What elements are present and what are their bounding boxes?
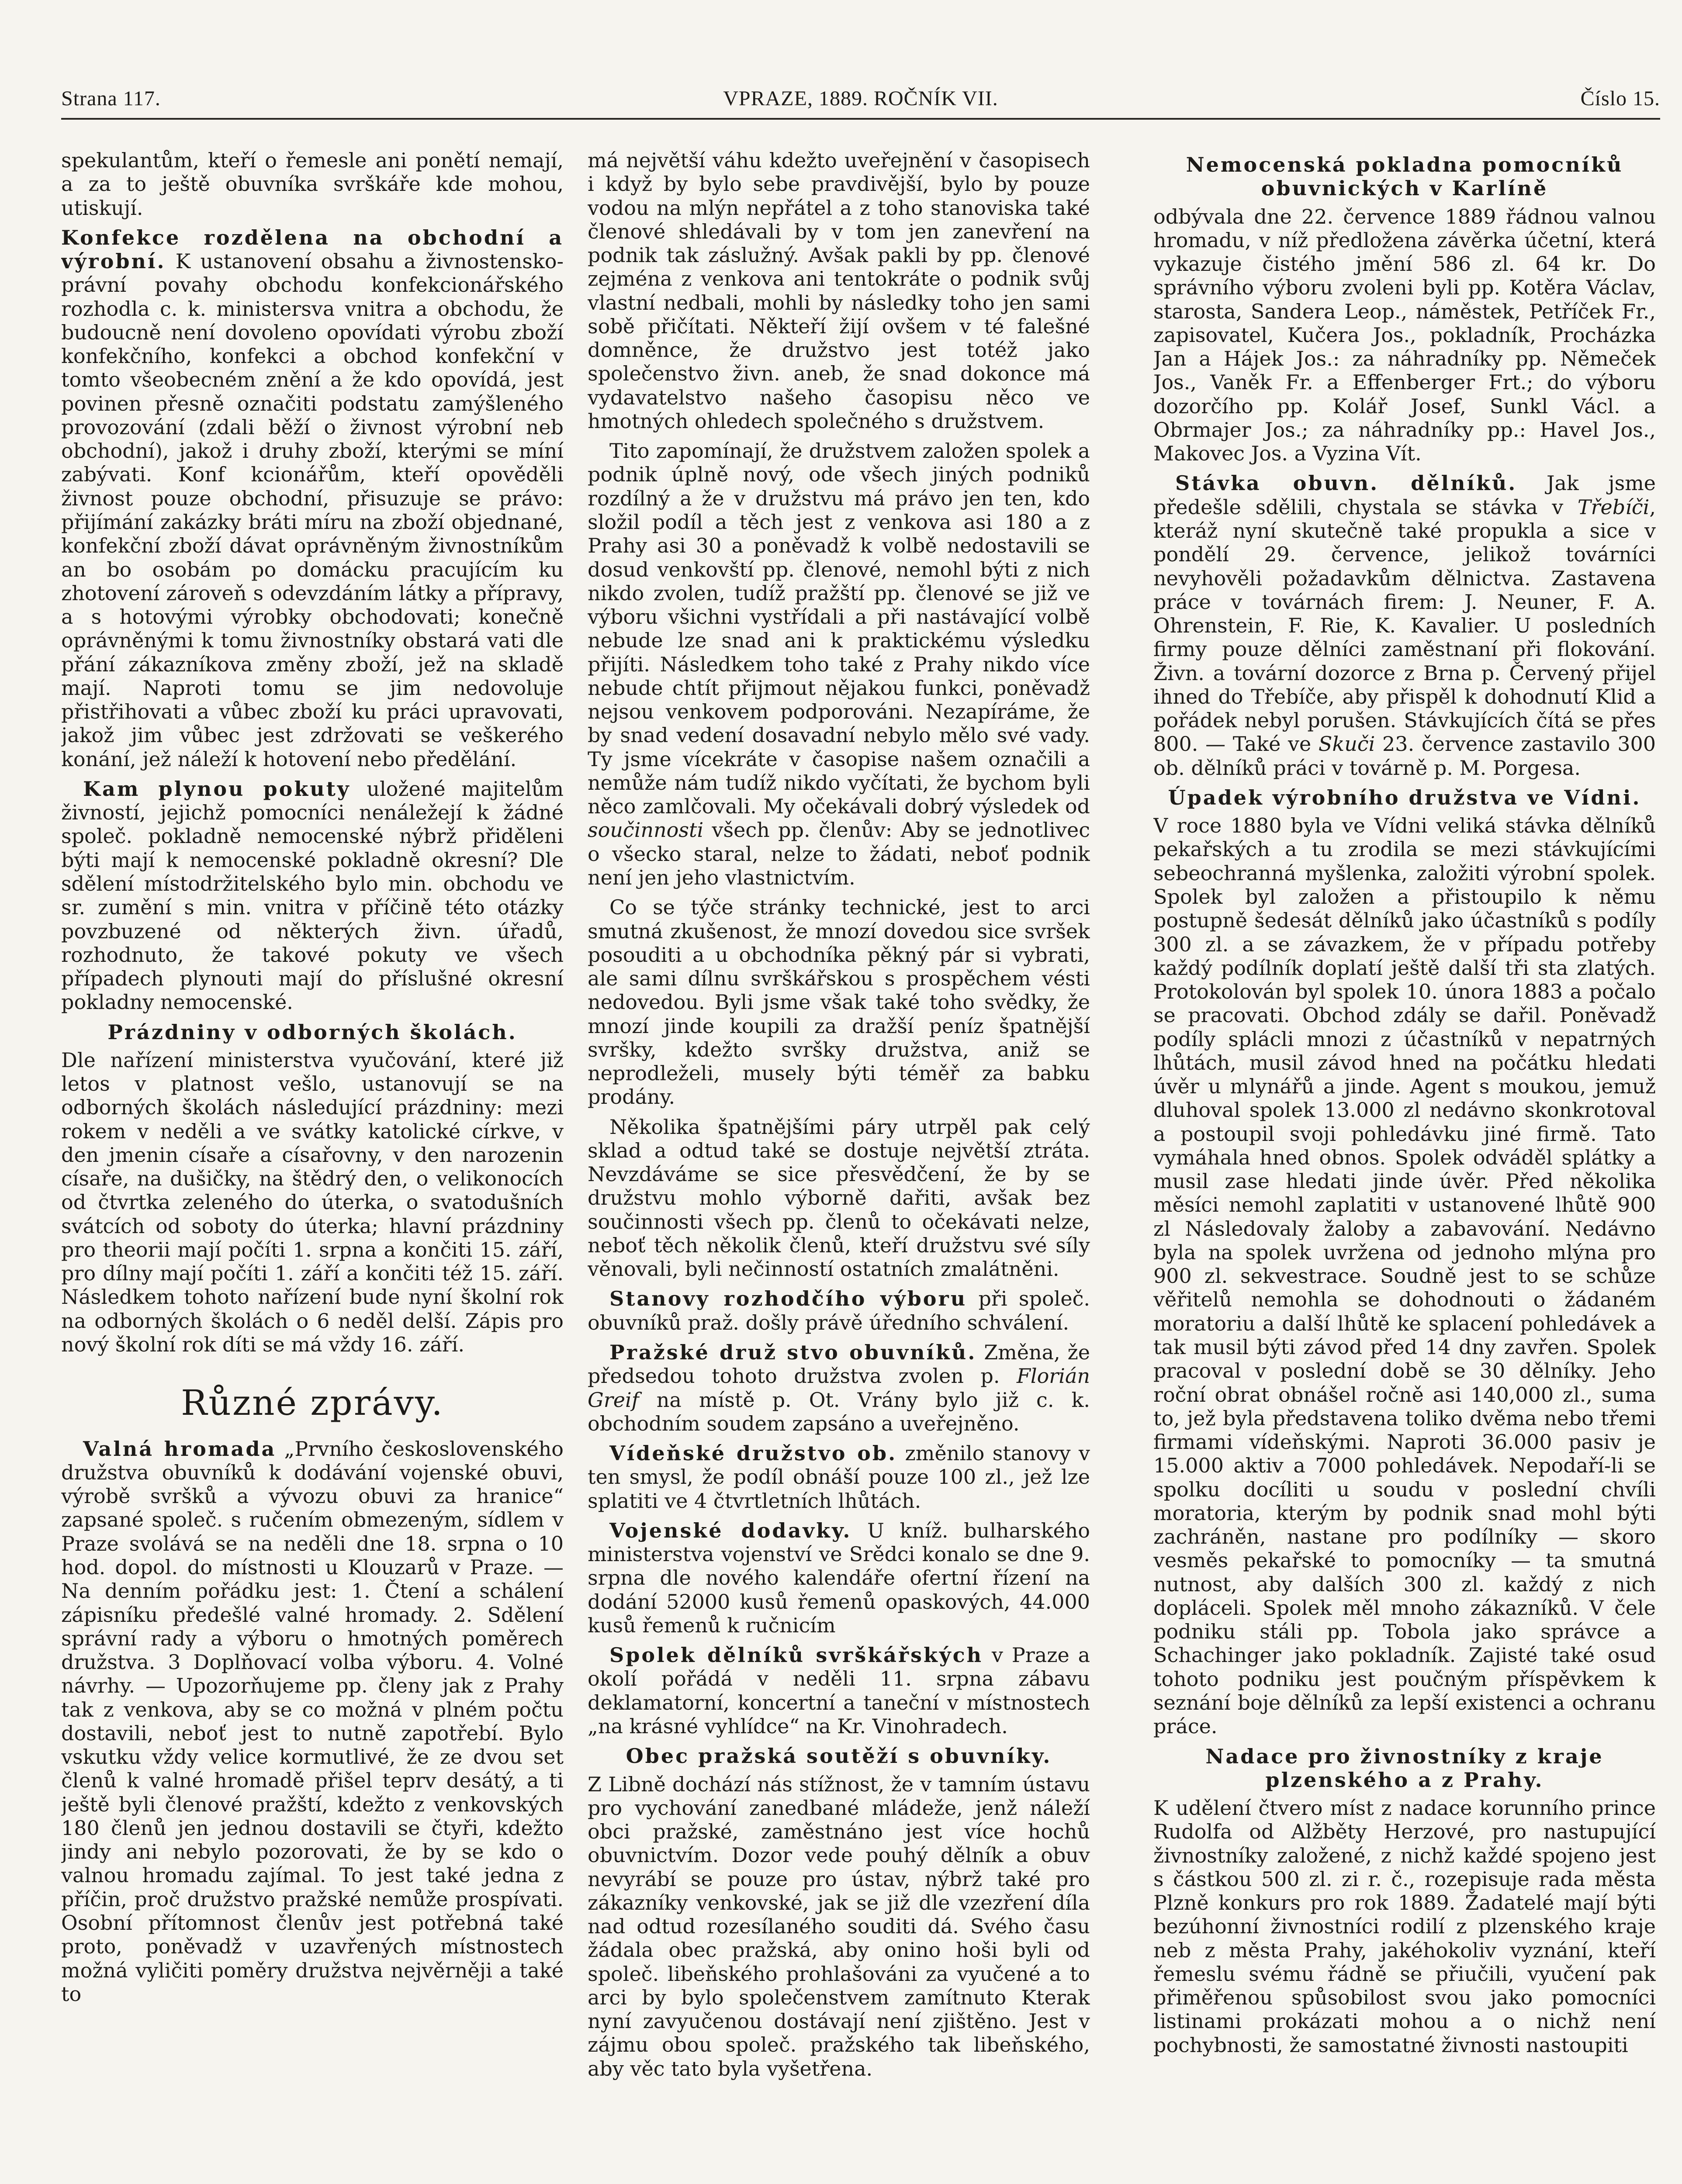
- article-vojenske-dodavky: [588, 1519, 1090, 1637]
- paragraph: [588, 439, 1090, 889]
- publication-info: VPRAZE, 1889. ROČNÍK VII.: [723, 87, 998, 110]
- text: Jak jsme předešle sdělili, chystala se stávka v: [1153, 471, 1656, 519]
- article-heading: Konfekce rozdělena na obchodní a výrobní.: [61, 225, 564, 273]
- article-text: v Praze a okolí pořádá v neděli 11. srpna zábavu deklamatorní, koncertní a taneční v místnostech „na krásné vyhlídce“ na Kr. Vinohradech.: [588, 1643, 1090, 1738]
- article-heading: Valná hromada: [83, 1437, 277, 1461]
- article-heading: Spolek dělníků svrškářských: [609, 1643, 983, 1667]
- article-text: Dle nařízení ministerstva vyučování, které již letos v platnost vešlo, ustanovují se na odborných školách následující prázdniny: mezi rokem v neděli a ve svátky katolické církve, v den jmenin císaře a císařovny, v den narozenin císaře, na dušičky, na štědrý den, o velikonocích od čtvrtka zeleného do úterka, o svatodušních svátcích od soboty do úterka; hlavní prázdniny pro theorii mají počíti 1. srpna a končiti 15. září, pro dílny mají počíti 1. září a končiti též 15. září. Následkem tohoto nařízení bude nyní školní rok na odborných školách o 6 neděl delší. Zápis pro nový školní rok díti se má vždy 16. září.: [61, 1048, 564, 1357]
- article-pokuty: [61, 777, 564, 1014]
- paragraph: má největší váhu kdežto uveřejnění v časopisech i když by bylo sebe pravdivější, bylo by pouze vodou na mlýn nepřátel a z toho stanoviska také členové shledávali by v tom jen zanevření na podnik tak záslužný. Avšak pakli by pp. členové zejména z venkova ani tentokráte o podnik svůj vlastní nedbali, mohli by následky toho jen sami sobě přičítati. Někteří žijí ovšem v té falešné domněnce, že družstvo jest totéž jako společenstvo živn. aneb, že snad dokonce má vydavatelstvo našeho časopisu něco ve hmotných ohledech společného s družstvem.: [588, 149, 1090, 433]
- italic-text: Třebíči: [1577, 495, 1650, 519]
- article-heading: Úpadek výrobního družstva ve Vídni.: [1168, 785, 1641, 809]
- column-1: [61, 149, 564, 2184]
- article-spolek-delniku: [588, 1643, 1090, 1738]
- paragraph: spekulantům, kteří o řemesle ani ponětí nemají, a za to ještě obuvníka svrškáře kde mohou, utiskují.: [61, 149, 564, 220]
- article-heading: Nadace pro živnostníky z kraje plzenského a z Prahy.: [1205, 1744, 1604, 1792]
- article-prazske-druzstvo: [588, 1341, 1090, 1435]
- column-3: [1153, 149, 1656, 2184]
- italic-text: Skuči: [1318, 732, 1375, 756]
- article-heading: Pražské druž stvo obuvníků.: [609, 1341, 977, 1365]
- article-videnske-druzstvo: [588, 1441, 1090, 1513]
- page-number: Strana 117.: [61, 87, 161, 110]
- page-header: [61, 79, 1660, 120]
- article-heading: Stanovy rozhodčího výboru: [609, 1287, 967, 1311]
- article-text: K udělení čtvero míst z nadace korunního prince Rudolfa od Alžběty Herzové, pro nastupující živnostníky založené, z nichž každé spojeno jest s částkou 500 zl. zi r. č., rozepisuje rada města Plzně konkurs pro rok 1889. Žadatelé mají býti bezúhonní živnostníci rodilí z plzenského kraje neb z města Prahy, jakéhokoliv vyznání, kteří řemeslu svému řádně se přiučili, vyučení pak přiměřenou spůsobilost svou jako pomocníci listinami prokázati mohou a o nichž není pochybnosti, že samostatné živnosti nastoupiti: [1153, 1796, 1656, 2057]
- paragraph: Co se týče stránky technické, jest to arci smutná zkušenost, že mnozí dovedou sice svršek posouditi a u obchodníka pěkný pár si vybrati, ale sami dílnu svrškářskou s prospěchem vésti nedovedou. Byli jsme však také toho svědky, že mnozí jinde koupili za dražší peníz špatnější svršky, kdežto svršky družstva, aniž se neprodleželi, musely býti téměř za babku prodány.: [588, 895, 1090, 1109]
- italic-text: součinnosti: [588, 818, 704, 842]
- article-text: „Prvního československého družstva obuvníků k dodávání vojenské obuvi, výrobě svršků a vývozu obuvi za hranice“ zapsané společ. s ručením obmezeným, sídlem v Praze svolává se na neděli dne 18. srpna o 10 hod. dopol. do místnosti u Klouzarů v Praze. — Na denním pořádku jest: 1. Čtení a schálení zápisníku předešlé valné hromady. 2. Sdělení správní rady a výboru o hmotných poměrech družstva. 3 Doplňovací volba výboru. 4. Volné návrhy. — Upozorňujeme pp. členy jak z Prahy tak z venkova, aby se co možná v plném počtu dostavili, neboť jest to nutně zapotřebí. Bylo vskutku vždy velice kormutlivé, že ze dvou set členů k valné hromadě přišel teprv desátý, a ti ještě byli členové pražští, kdežto z venkovských 180 členů jen jednou dostavili se čtyři, kdežto jindy ani nebylo pozorovati, že by se kdo o valnou hromadu zajímal. To jest také jedna z příčin, proč družstvo pražské nemůže prospívati. Osobní přítomnost členův jest potřebná také proto, poněvadž v uzavřených místnostech možná vyličiti poměry družstva nejvěrněji a také to: [61, 1437, 564, 2006]
- article-text: K ustanovení obsahu a živnostensko- právní povahy obchodu konfekcionářského rozhodla c. k. ministersva vnitra a obchodu, že budoucně není dovoleno opovídati výrobu zboží konfekčního, konfekci a obchod konfekční v tomto všeobecném znění a že kdo opovídá, jest povinen přesně označiti podstatu zamýšleného provozování (zdali běží o živnost výrobní neb obchodní), jakož i druhy zboží, kterými se míní zabývati. Konf kcionářům, kteří opověděli živnost pouze obchodní, přisuzuje se právo: přijímání zakázky bráti míru na zboží objednané, konfekční zboží dávat oprávněným živnostníkům an bo osobám po domácku pracujícím ku zhotovení zároveň s odevzdáním látky a přípravy, a s hotovými výrobky obchodovati; konečně oprávněnými k tomu živnostníky obstará vati dle přání zákazníkova změny zboží, jež na skladě mají. Naproti tomu se jim nedovoluje přistřihovati a vůbec zboží ku práci upravovati, jakož jim vůbec jest zdržovati se veškerého konání, jež náleží k hotovení nebo předělání.: [61, 249, 564, 771]
- article-heading: Obec pražská soutěží s obuvníky.: [626, 1744, 1052, 1768]
- article-heading: Nemocenská pokladna pomocníků obuvnických v Karlíně: [1186, 153, 1623, 200]
- section-title: Různé zprávy.: [181, 1382, 444, 1424]
- article-stavka: [1153, 471, 1656, 779]
- italic-text: Florián Greif: [588, 1364, 1090, 1412]
- text: Tito zapomínají, že družstvem založen spolek a podnik úplně nový, ode všech jiných podniků rozdílný a že v družstvu má právo jen ten, kdo složil podíl a těch jest z venkova asi 180 a z Prahy asi 30 a poněvadž k volbě nedostavili se dosud venkovští pp. členové, nemohl býti z nich nikdo zvolen, tudíž pražští pp. členové se již ve výboru všichni vystřídali a při nastávající volbě nebude lze snad ani k praktickému výsledku přijíti. Následkem toho také z Prahy nikdo více nebude chtít přijmout nějakou funkci, poněvadž nejsou venkovem podporováni. Nezapíráme, že by snad vedení dosavadní nebylo mělo své vady. Ty jsme vícekráte v časopise našem označili a nemůže nám tudíž nikdo vyčítati, že bychom byli něco zamlčovali. My očekávali dobrý výsledek od: [588, 439, 1090, 819]
- article-heading: Vídeňské družstvo ob.: [609, 1441, 897, 1465]
- article-valna-hromada: [61, 1437, 564, 2006]
- text: 23. července zastavilo 300 ob. dělníků práci v továrně p. M. Porgesa.: [1153, 732, 1656, 780]
- issue-number: Číslo 15.: [1580, 87, 1660, 110]
- article-konfekce: [61, 226, 564, 771]
- article-text: změnilo stanovy v ten smysl, že podíl obnáší pouze 100 zl., jež lze splatiti ve 4 čtvrtletních lhůtách.: [588, 1441, 1090, 1513]
- text: všech pp. členův: Aby se jednotlivec o všecko staral, nelze to žádati, neboť podnik není jen jeho vlastnictvím.: [588, 818, 1090, 889]
- article-text: odbývala dne 22. července 1889 řádnou valnou hromadu, v níž předložena závěrka účetní, která vykazuje čistého jmění 586 zl. 64 kr. Do správního výboru zvoleni byli pp. Kotěra Václav, starosta, Sandera Leop., náměstek, Petříček Fr., zapisovatel, Kučera Jos., pokladník, Procházka Jan a Hájek Jos.: za náhradníky pp. Němeček Jos., Vaněk Fr. a Effenberger Frt.; do výboru dozorčího pp. Kolář Josef, Sunkl Václ. a Obrmajer Jos.; za náhradníky pp.: Havel Jos., Makovec Jos. a Vyzina Vít.: [1153, 204, 1656, 466]
- article-text: uložené majitelům živností, jejichž pomocníci nenáležejí k žádné společ. pokladně nemocenské nýbrž přiděleni býti mají k nemocenské pokladně okresní? Dle sdělení místodržitelského bylo min. obchodu ve sr. zumění s min. vnitra v příčině této otázky povzbuzené od některých živn. úřadů, rozhodnuto, že takové pokuty ve všech případech plynouti mají do příslušné okresní pokladny nemocenské.: [61, 777, 564, 1014]
- article-stanovy: [588, 1287, 1090, 1334]
- article-text: V roce 1880 byla ve Vídni veliká stávka dělníků pekařských a tu zrodila se mezi stávkujícími sebeochranná myšlenka, založiti výrobní spolek. Spolek byl založen a přistoupilo k němu postupně šedesát dělníků jako účastníků s podíly 300 zl. a se závazkem, že v případu potřeby každý podílník doplatí ještě další tři sta zlatých. Protokolován byl spolek 10. února 1883 a počalo se pracovati. Obchod zdály se dařil. Poněvadž podíly splácli mnozi z účastníků v nepatrných lhůtách, musil závod hned na počátku hledati úvěr u mlynářů a jinde. Agent s moukou, jemuž dluhoval spolek 13.000 zl nedávno skonkrotoval a postoupil svoji pohledávku jiné firmě. Tato vymáhala hned obnos. Spolek odváděl splátky a musil zase hledati jinde úvěr. Před několika měsíci nemohl zaplatiti v ustanovené lhůtě 900 zl Následovaly žaloby a zabavování. Nedávno byla na spolek uvržena od jednoho mlýna pro 900 zl. sekvestrace. Soudně jest to se schůze věřitelů nemohla se dohodnouti o žádaném moratoriu a další lhůtě ke splacení pohledávek a tak musil býti závod před 14 dny zavřen. Spolek pracoval v poslední době se 30 dělníky. Jeho roční obrat obnášel ročně asi 140,000 zl., suma to, jež byla představena toliko dvěma nebo třemi firmami vídeňskými. Naproti 36.000 pasiv je 15.000 aktiv a 7000 pohledávek. Nepodaří-li se spolku docíliti u soudu v poslední chvíli moratoria, kterým by podnik snad mohl býti zachráněn, nastane pro podílníky — skoro vesměs pekařské to pomocníky — ta smutná nutnost, aby dalších 300 zl. každý z nich dopláceli. Spolek měl mnoho zákazníků. V čele podniku stáli pp. Tobola jako správce a Schachinger jako pokladník. Zajisté také osud tohoto podniku jest poučným příspěvkem k seznání boje dělníků za lepší existenci a ochranu práce.: [1153, 814, 1656, 1738]
- article-heading: Vojenské dodavky.: [609, 1518, 852, 1542]
- text: na místě p. Ot. Vrány bylo již c. k. obchodním soudem zapsáno a uveřejněno.: [588, 1388, 1090, 1435]
- article-heading: Stávka obuvn. dělníků.: [1175, 471, 1517, 495]
- text: , kteráž nyní skutečně také propukla a sice v pondělí 29. července, jelikož továrníci nevyhověli požadavkům dělnictva. Zastavena práce v továrnách firem: J. Neuner, F. A. Ohrenstein, F. Rie, K. Kavalier. U posledních firmy pouze dělníci zaměstnaní při flokování. Živn. a tovární dozorce z Brna p. Červený přijel ihned do Třebíče, aby přispěl k dohodnutí Klid a pořádek nebyl porušen. Stávkujících čítá se přes 800. — Také ve: [1153, 495, 1656, 756]
- article-text: při společ. obuvníků praž. došly právě úředního schválení.: [588, 1287, 1090, 1334]
- article-text: U kníž. bulharského ministerstva vojenství ve Srědci konalo se dne 9. srpna dle nového kalendáře ofertní řízení na dodání 52000 kusů řemenů opaskových, 44.000 kusů řemenů k ručnicím: [588, 1518, 1090, 1637]
- paragraph: Několika špatnějšími páry utrpěl pak celý sklad a odtud také se dostuje největší ztráta. Nevzdáváme se sice přesvědčení, že by se družstvu mohlo výborně dařiti, avšak bez součinnosti všech pp. členů to očekávati nelze, neboť těch několik členů, kteří družstvu své síly věnovali, byli nečinností ostatních zmalátněni.: [588, 1115, 1090, 1281]
- column-2: [588, 149, 1090, 2184]
- article-text: Z Libně dochází nás stížnost, že v tamním ústavu pro vychování zanedbané mládeže, jenž náleží obci pražské, zaměstnáno jest více hochů obuvnictvím. Dozor vede pouhý dělník a obuv nevyrábí se pouze pro ústav, nýbrž také pro zákazníky venkovské, jak se již dle vzezření díla nad odtud rozesílaného souditi dá. Svého času žádala obec pražská, aby onino hoši byli od společ. libeňského prohlašováni za vyučené a to arci by bylo společenstvem zamítnuto Kterak nyní zavyučenou dostávají není zjištěno. Jest v zájmu obou společ. pražského tak libeňského, aby věc tato byla vyšetřena.: [588, 1772, 1090, 2080]
- article-heading: Prázdniny v odborných školách.: [107, 1020, 517, 1044]
- article-heading: Kam plynou pokuty: [83, 777, 351, 801]
- text: Změna, že předsedou tohoto družstva zvolen p.: [588, 1341, 1090, 1388]
